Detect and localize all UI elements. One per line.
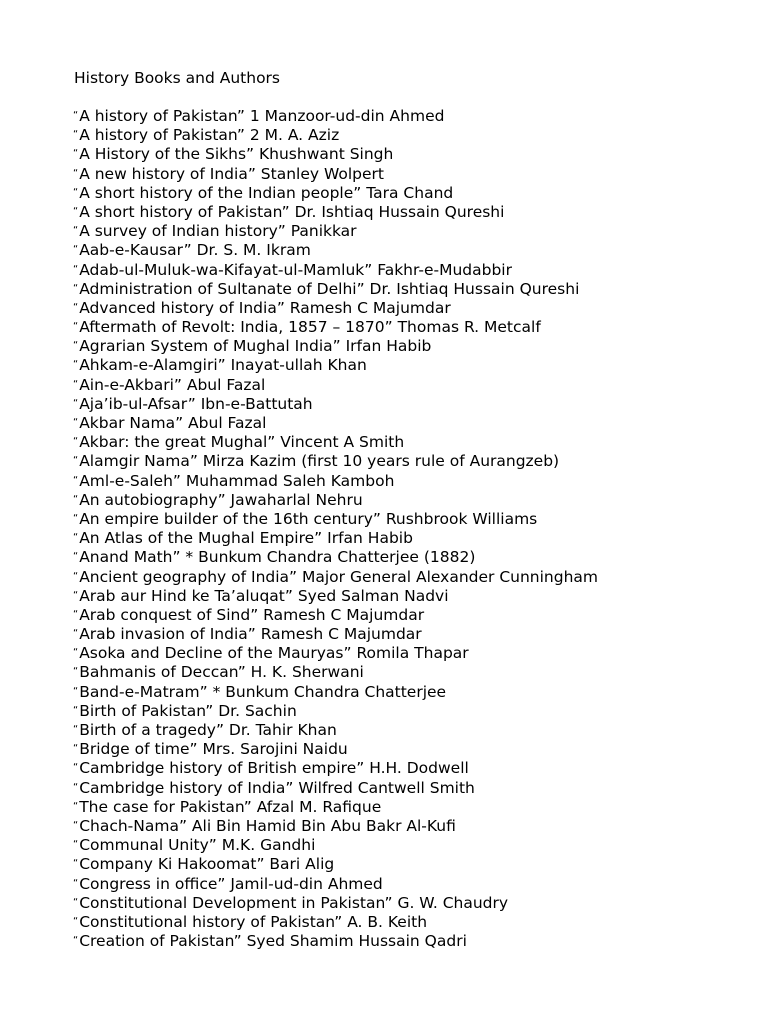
open-quote-mark: “ bbox=[73, 800, 79, 812]
list-item bbox=[73, 375, 598, 394]
open-quote-mark: “ bbox=[73, 647, 79, 659]
book-entry-text: Constitutional Development in Pakistan” G. W. Chaudry bbox=[79, 893, 509, 912]
list-item bbox=[73, 144, 598, 163]
book-entry-text: Bahmanis of Deccan” H. K. Sherwani bbox=[79, 663, 364, 682]
book-entry-text: Ahkam-e-Alamgiri” Inayat-ullah Khan bbox=[79, 356, 367, 375]
open-quote-mark: “ bbox=[73, 589, 79, 601]
list-item bbox=[73, 797, 598, 816]
list-item bbox=[73, 739, 598, 758]
list-item bbox=[73, 471, 598, 490]
open-quote-mark: “ bbox=[73, 762, 79, 774]
list-item bbox=[73, 778, 598, 797]
open-quote-mark: “ bbox=[73, 512, 79, 524]
list-item bbox=[73, 125, 598, 144]
open-quote-mark: “ bbox=[73, 129, 79, 141]
open-quote-mark: “ bbox=[73, 877, 79, 889]
book-entry-text: A history of Pakistan” 2 M. A. Aziz bbox=[79, 126, 340, 145]
book-entry-text: Administration of Sultanate of Delhi” Dr. Ishtiaq Hussain Qureshi bbox=[79, 279, 580, 298]
book-entry-text: Aab-e-Kausar” Dr. S. M. Ikram bbox=[79, 241, 311, 260]
book-entry-text: Aftermath of Revolt: India, 1857 – 1870” Thomas R. Metcalf bbox=[79, 318, 541, 337]
open-quote-mark: “ bbox=[73, 532, 79, 544]
list-item bbox=[73, 298, 598, 317]
list-item bbox=[73, 893, 598, 912]
list-item bbox=[73, 643, 598, 662]
list-item bbox=[73, 336, 598, 355]
list-item bbox=[73, 451, 598, 470]
list-item bbox=[73, 394, 598, 413]
open-quote-mark: “ bbox=[73, 704, 79, 716]
open-quote-mark: “ bbox=[73, 436, 79, 448]
open-quote-mark: “ bbox=[73, 896, 79, 908]
open-quote-mark: “ bbox=[73, 359, 79, 371]
open-quote-mark: “ bbox=[73, 858, 79, 870]
book-entry-text: A survey of Indian history” Panikkar bbox=[79, 222, 357, 241]
list-item bbox=[73, 816, 598, 835]
open-quote-mark: “ bbox=[73, 225, 79, 237]
open-quote-mark: “ bbox=[73, 205, 79, 217]
open-quote-mark: “ bbox=[73, 340, 79, 352]
book-entry-text: Akbar Nama” Abul Fazal bbox=[79, 414, 267, 432]
open-quote-mark: “ bbox=[73, 819, 79, 831]
list-item bbox=[73, 528, 598, 547]
book-entry-text: Adab-ul-Muluk-wa-Kifayat-ul-Mamluk” Fakhr-e-Mudabbir bbox=[79, 260, 512, 279]
book-entry-text: Arab conquest of Sind” Ramesh C Majumdar bbox=[79, 605, 425, 624]
list-item bbox=[73, 490, 598, 509]
open-quote-mark: “ bbox=[73, 935, 79, 947]
book-entry-text: Akbar: the great Mughal” Vincent A Smith bbox=[79, 433, 405, 452]
list-item bbox=[73, 547, 598, 566]
list-item bbox=[73, 931, 598, 950]
list-item bbox=[73, 854, 598, 873]
list-item bbox=[73, 164, 598, 183]
open-quote-mark: “ bbox=[73, 244, 79, 256]
list-item bbox=[73, 912, 598, 931]
open-quote-mark: “ bbox=[73, 743, 79, 755]
book-entry-text: Chach-Nama” Ali Bin Hamid Bin Abu Bakr Al-Kufi bbox=[79, 816, 456, 835]
open-quote-mark: “ bbox=[73, 570, 79, 582]
book-entry-text: Congress in office” Jamil-ud-din Ahmed bbox=[79, 874, 383, 893]
open-quote-mark: “ bbox=[73, 148, 79, 160]
book-entry-text: A short history of Pakistan” Dr. Ishtiaq Hussain Qureshi bbox=[79, 202, 505, 221]
open-quote-mark: “ bbox=[73, 493, 79, 505]
list-item bbox=[73, 605, 598, 624]
list-item bbox=[73, 874, 598, 893]
book-entry-text: Communal Unity” M.K. Gandhi bbox=[79, 836, 316, 855]
list-item bbox=[73, 567, 598, 586]
list-item bbox=[73, 355, 598, 374]
book-entry-text: An autobiography” Jawaharlal Nehru bbox=[79, 490, 363, 509]
book-entry-text: Ancient geography of India” Major General Alexander Cunningham bbox=[79, 567, 598, 586]
open-quote-mark: “ bbox=[73, 397, 79, 409]
open-quote-mark: “ bbox=[73, 167, 79, 179]
list-item bbox=[73, 835, 598, 854]
book-entry-text: An empire builder of the 16th century” Rushbrook Williams bbox=[79, 509, 538, 528]
open-quote-mark: “ bbox=[73, 915, 79, 927]
book-entry-text: Arab aur Hind ke Ta’aluqat” Syed Salman Nadvi bbox=[79, 586, 449, 605]
list-item bbox=[73, 279, 598, 298]
book-entry-text: Band-e-Matram” * Bunkum Chandra Chatterjee bbox=[79, 682, 447, 701]
list-item bbox=[73, 413, 598, 432]
open-quote-mark: “ bbox=[73, 282, 79, 294]
open-quote-mark: “ bbox=[73, 301, 79, 313]
book-entry-text: Constitutional history of Pakistan” A. B. Keith bbox=[79, 912, 428, 931]
book-entry-text: Asoka and Decline of the Mauryas” Romila Thapar bbox=[79, 644, 469, 663]
book-entry-text: The case for Pakistan” Afzal M. Rafique bbox=[79, 797, 382, 816]
book-entry-text: Anand Math” * Bunkum Chandra Chatterjee (1882) bbox=[79, 548, 476, 567]
open-quote-mark: “ bbox=[73, 781, 79, 793]
open-quote-mark: “ bbox=[73, 724, 79, 735]
list-item bbox=[73, 682, 598, 701]
open-quote-mark: “ bbox=[73, 551, 79, 563]
list-item bbox=[73, 317, 598, 336]
open-quote-mark: “ bbox=[73, 417, 79, 428]
open-quote-mark: “ bbox=[73, 474, 79, 486]
book-entry-text: Bridge of time” Mrs. Sarojini Naidu bbox=[79, 740, 348, 759]
book-entry-text: Creation of Pakistan” Syed Shamim Hussain Qadri bbox=[79, 932, 467, 951]
book-entry-text: Ain-e-Akbari” Abul Fazal bbox=[79, 375, 266, 394]
open-quote-mark: “ bbox=[73, 608, 79, 620]
list-item bbox=[73, 624, 598, 643]
book-entry-text: An Atlas of the Mughal Empire” Irfan Habib bbox=[79, 529, 413, 548]
open-quote-mark: “ bbox=[73, 186, 79, 198]
book-entry-text: Birth of Pakistan” Dr. Sachin bbox=[79, 701, 297, 720]
open-quote-mark: “ bbox=[73, 110, 79, 121]
book-entry-text: A short history of the Indian people” Tara Chand bbox=[79, 183, 454, 202]
list-item bbox=[73, 240, 598, 259]
book-entry-text: Cambridge history of British empire” H.H. Dodwell bbox=[79, 759, 469, 778]
book-entry-text: Arab invasion of India” Ramesh C Majumdar bbox=[79, 625, 422, 644]
book-entry-text: Aml-e-Saleh” Muhammad Saleh Kamboh bbox=[79, 471, 395, 490]
book-list bbox=[73, 106, 598, 950]
book-entry-text: Agrarian System of Mughal India” Irfan Habib bbox=[79, 337, 432, 356]
book-entry-text: A History of the Sikhs” Khushwant Singh bbox=[79, 145, 394, 164]
open-quote-mark: “ bbox=[73, 378, 79, 390]
book-entry-text: Company Ki Hakoomat” Bari Alig bbox=[79, 855, 335, 874]
book-entry-text: Alamgir Nama” Mirza Kazim (first 10 years rule of Aurangzeb) bbox=[79, 452, 560, 471]
open-quote-mark: “ bbox=[73, 455, 79, 467]
book-entry-text: Advanced history of India” Ramesh C Majumdar bbox=[79, 298, 451, 317]
open-quote-mark: “ bbox=[73, 666, 79, 678]
open-quote-mark: “ bbox=[73, 321, 79, 333]
book-entry-text: Cambridge history of India” Wilfred Cantwell Smith bbox=[79, 778, 475, 797]
list-item bbox=[73, 106, 598, 125]
list-item bbox=[73, 720, 598, 739]
open-quote-mark: “ bbox=[73, 839, 79, 851]
open-quote-mark: “ bbox=[73, 628, 79, 640]
book-entry-text: Birth of a tragedy” Dr. Tahir Khan bbox=[79, 721, 337, 739]
list-item bbox=[73, 202, 598, 221]
book-entry-text: A new history of India” Stanley Wolpert bbox=[79, 164, 384, 183]
open-quote-mark: “ bbox=[73, 263, 79, 275]
book-entry-text: A history of Pakistan” 1 Manzoor-ud-din Ahmed bbox=[79, 107, 445, 125]
list-item bbox=[73, 701, 598, 720]
list-item bbox=[73, 221, 598, 240]
list-item bbox=[73, 183, 598, 202]
book-entry-text: Aja’ib-ul-Afsar” Ibn-e-Battutah bbox=[79, 394, 313, 413]
list-item bbox=[73, 432, 598, 451]
list-item bbox=[73, 586, 598, 605]
list-item bbox=[73, 758, 598, 777]
open-quote-mark: “ bbox=[73, 685, 79, 697]
list-item bbox=[73, 260, 598, 279]
list-item bbox=[73, 662, 598, 681]
document-title: History Books and Authors bbox=[74, 69, 280, 87]
list-item bbox=[73, 509, 598, 528]
